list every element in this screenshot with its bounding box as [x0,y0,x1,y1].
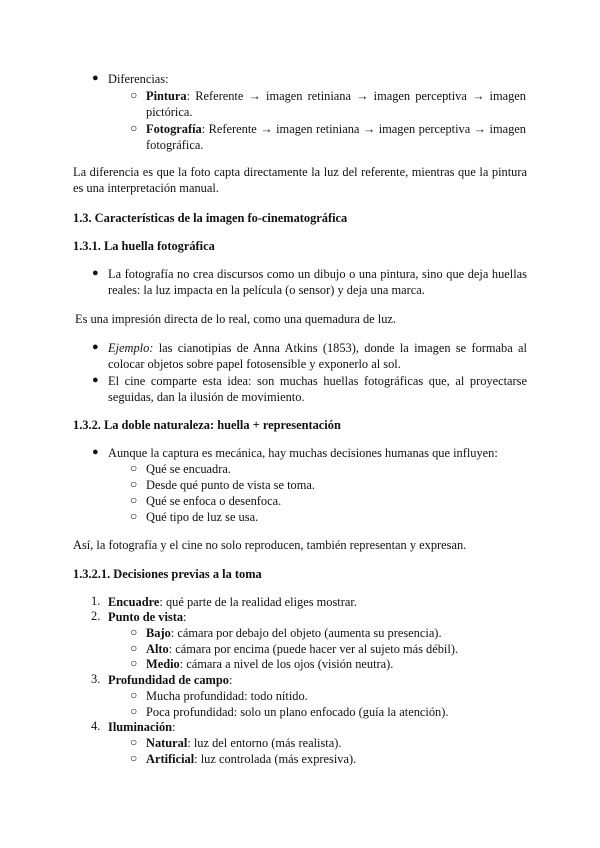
paragraph: Es una impresión directa de lo real, como una quemadura de luz. [75,312,397,326]
alto-item: Alto: cámara por encima (puede hacer ver al sujeto más débil). [146,642,459,656]
list-number: 3. [91,672,101,686]
circle-bullet-icon: ○ [130,625,138,639]
natural-item: Natural: luz del entorno (más realista). [146,736,342,750]
list-number: 2. [91,609,101,623]
circle-bullet-icon: ○ [130,121,138,135]
circle-bullet-icon: ○ [130,656,138,670]
heading-1-3-2: 1.3.2. La doble naturaleza: huella + representación [73,418,341,432]
bajo-item: Bajo: cámara por debajo del objeto (aumenta su presencia). [146,626,442,640]
list-item: Qué tipo de luz se usa. [146,510,259,524]
punto-vista-item: Punto de vista: [108,610,187,624]
paragraph: Así, la fotografía y el cine no solo reproducen, también representan y expresan. [73,538,467,552]
paragraph: La diferencia es que la foto capta directamente la luz del referente, mientras que la pintura es una interpretación manual. [73,165,527,195]
list-item: Mucha profundidad: todo nítido. [146,689,308,703]
medio-item: Medio: cámara a nivel de los ojos (visión neutra). [146,657,394,671]
circle-bullet-icon: ○ [130,509,138,523]
heading-1-3: 1.3. Características de la imagen fo-cinematográfica [73,211,348,225]
heading-1-3-2-1: 1.3.2.1. Decisiones previas a la toma [73,567,262,581]
circle-bullet-icon: ○ [130,735,138,749]
circle-bullet-icon: ○ [130,477,138,491]
list-number: 4. [91,719,101,733]
ejemplo-bullet: Ejemplo: las cianotipias de Anna Atkins (1853), donde la imagen se formaba al colocar objetos sobre papel fotosensible y exponerlo al sol. [108,341,527,371]
list-item: Qué se enfoca o desenfoca. [146,494,282,508]
circle-bullet-icon: ○ [130,751,138,765]
list-item: Qué se encuadra. [146,462,231,476]
circle-bullet-icon: ○ [130,704,138,718]
iluminacion-item: Iluminación: [108,720,176,734]
profundidad-item: Profundidad de campo: [108,673,233,687]
fotografia-item: Fotografía: Referente → imagen retiniana → imagen perceptiva → imagen fotográfica. [146,122,526,152]
circle-bullet-icon: ○ [130,641,138,655]
circle-bullet-icon: ○ [130,461,138,475]
bullet-dot-icon: ● [92,446,99,458]
circle-bullet-icon: ○ [130,88,138,102]
bullet-dot-icon: ● [92,72,99,84]
list-item: Desde qué punto de vista se toma. [146,478,315,492]
bullet-dot-icon: ● [92,341,99,353]
circle-bullet-icon: ○ [130,493,138,507]
encuadre-item: Encuadre: qué parte de la realidad eliges mostrar. [108,595,357,609]
huella-bullet: La fotografía no crea discursos como un dibujo o una pintura, sino que deja huellas reales: la luz impacta en la película (o sensor) y deja una marca. [108,267,527,297]
list-item: Poca profundidad: solo un plano enfocado (guía la atención). [146,705,449,719]
list-number: 1. [91,594,101,608]
doble-bullet: Aunque la captura es mecánica, hay muchas decisiones humanas que influyen: [108,446,498,460]
cine-bullet: El cine comparte esta idea: son muchas huellas fotográficas que, al proyectarse seguidas, dan la ilusión de movimiento. [108,374,527,404]
heading-1-3-1: 1.3.1. La huella fotográfica [73,239,215,253]
bullet-dot-icon: ● [92,267,99,279]
bullet-dot-icon: ● [92,374,99,386]
artificial-item: Artificial: luz controlada (más expresiva). [146,752,357,766]
diferencias-label: Diferencias: [108,72,169,86]
pintura-item: Pintura: Referente → imagen retiniana → imagen perceptiva → imagen pictórica. [146,89,526,119]
circle-bullet-icon: ○ [130,688,138,702]
